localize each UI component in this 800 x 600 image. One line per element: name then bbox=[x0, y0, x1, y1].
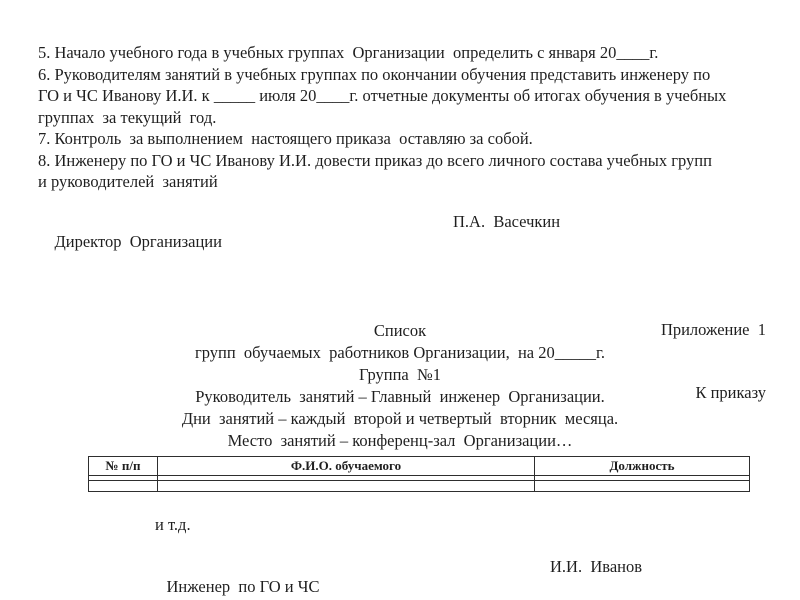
order-line-5: 5. Начало учебного года в учебных группах Организации определить с января 20____г. bbox=[38, 43, 659, 62]
director-name: П.А. Васечкин bbox=[453, 212, 561, 231]
order-paragraphs bbox=[38, 42, 768, 193]
list-subtitle: групп обучаемых работников Организации, на 20_____г. bbox=[194, 343, 606, 362]
table-header-row bbox=[89, 457, 750, 476]
trainees-table bbox=[88, 456, 750, 492]
annex-line1: Приложение 1 bbox=[660, 320, 766, 339]
director-title: Директор Организации bbox=[54, 232, 222, 251]
annex-line2: К приказу bbox=[695, 383, 766, 402]
list-title: Список bbox=[373, 321, 427, 340]
table-empty-row bbox=[89, 481, 750, 492]
etc-note: и т.д. bbox=[155, 515, 191, 534]
table-cell-empty bbox=[158, 481, 535, 492]
group-days: Дни занятий – каждый второй и четвертый вторник месяца. bbox=[181, 409, 619, 428]
engineer-name: И.И. Иванов bbox=[550, 557, 643, 576]
order-line-8a: 8. Инженеру по ГО и ЧС Иванову И.И. довести приказ до всего личного состава учебных групп bbox=[38, 150, 712, 170]
table-header-position: Должность bbox=[535, 457, 750, 476]
engineer-title: Инженер по ГО и ЧС bbox=[166, 577, 320, 596]
order-line-8b: и руководителей занятий bbox=[38, 172, 218, 191]
order-line-6b: ГО и ЧС Иванову И.И. к _____ июля 20____г. отчетные документы об итогах обучения в учебных bbox=[38, 86, 727, 105]
engineer-signature-row bbox=[150, 557, 770, 596]
table-cell-empty bbox=[89, 481, 158, 492]
order-line-6c: группах за текущий год. bbox=[38, 107, 217, 127]
group-number: Группа №1 bbox=[358, 365, 441, 384]
order-line-6a: 6. Руководителям занятий в учебных группах по окончании обучения представить инженеру по bbox=[38, 64, 711, 84]
table-cell-empty bbox=[535, 481, 750, 492]
list-heading bbox=[0, 320, 800, 452]
table-header-number: № п/п bbox=[89, 457, 158, 476]
table-header-name: Ф.И.О. обучаемого bbox=[158, 457, 535, 476]
director-signature-row bbox=[38, 212, 768, 251]
group-place: Место занятий – конференц-зал Организации… bbox=[227, 431, 573, 450]
order-line-7: 7. Контроль за выполнением настоящего приказа оставляю за собой. bbox=[38, 129, 533, 148]
group-leader: Руководитель занятий – Главный инженер Организации. bbox=[195, 387, 605, 406]
